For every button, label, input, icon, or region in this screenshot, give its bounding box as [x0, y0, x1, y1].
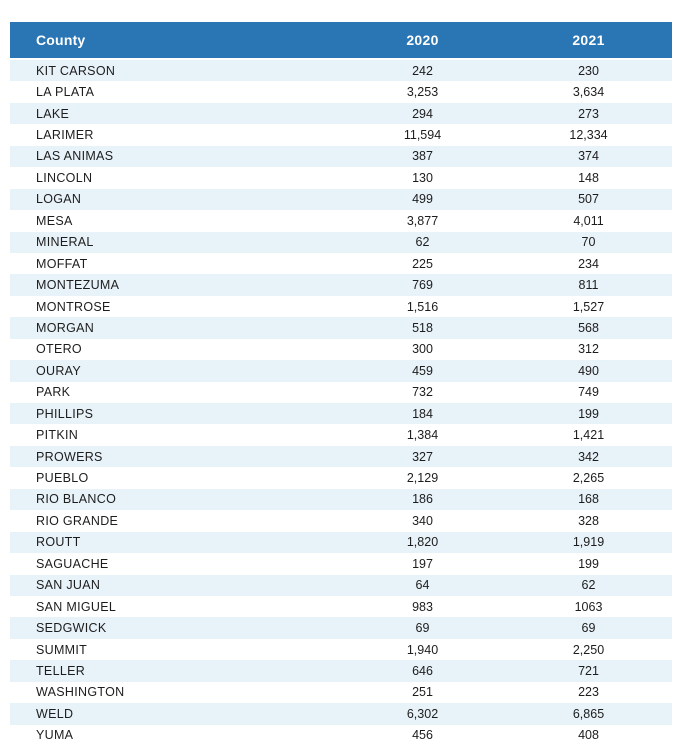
- table-row: [10, 424, 672, 445]
- value-2020-cell: 646: [412, 663, 433, 678]
- table-row: [10, 510, 672, 531]
- county-name-cell: WASHINGTON: [36, 685, 125, 700]
- county-name-cell: LAS ANIMAS: [36, 149, 114, 164]
- county-name-cell: PROWERS: [36, 449, 103, 464]
- table-row: [10, 210, 672, 231]
- value-2020-cell: 340: [412, 513, 433, 528]
- value-2020-cell: 387: [412, 149, 433, 164]
- value-2021-cell: 342: [578, 449, 599, 464]
- table-row: [10, 296, 672, 317]
- value-2020-cell: 1,384: [406, 428, 439, 443]
- value-2021-cell: 168: [578, 492, 599, 507]
- table-row: [10, 81, 672, 102]
- table-row: [10, 146, 672, 167]
- value-2021-cell: 374: [578, 149, 599, 164]
- table-row: [10, 360, 672, 381]
- value-2020-cell: 225: [412, 256, 433, 271]
- value-2021-cell: 62: [581, 578, 596, 593]
- value-2021-cell: 568: [578, 320, 599, 335]
- value-2021-cell: 230: [578, 63, 599, 78]
- value-2020-cell: 327: [412, 449, 433, 464]
- table-row: [10, 575, 672, 596]
- county-name-cell: SEDGWICK: [36, 621, 107, 636]
- value-2020-cell: 1,940: [406, 642, 439, 657]
- value-2021-cell: 312: [578, 342, 599, 357]
- county-data-table: [10, 22, 672, 746]
- county-name-cell: PARK: [36, 385, 71, 400]
- county-name-cell: LINCOLN: [36, 170, 93, 185]
- value-2021-cell: 1,421: [572, 428, 605, 443]
- value-2020-cell: 983: [412, 599, 433, 614]
- table-row: [10, 60, 672, 81]
- value-2020-cell: 300: [412, 342, 433, 357]
- value-2020-cell: 69: [415, 621, 430, 636]
- value-2020-cell: 197: [412, 556, 433, 571]
- value-2021-cell: 811: [578, 278, 599, 293]
- county-name-cell: TELLER: [36, 663, 86, 678]
- value-2020-cell: 6,302: [406, 706, 439, 721]
- table-row: [10, 103, 672, 124]
- county-name-cell: SAN MIGUEL: [36, 599, 117, 614]
- value-2020-cell: 2,129: [406, 471, 439, 486]
- value-2020-cell: 186: [412, 492, 433, 507]
- county-name-cell: OURAY: [36, 363, 82, 378]
- value-2021-cell: 199: [578, 406, 599, 421]
- county-name-cell: MOFFAT: [36, 256, 88, 271]
- value-2020-cell: 459: [412, 363, 433, 378]
- table-row: [10, 232, 672, 253]
- column-header-county: County: [36, 32, 86, 48]
- value-2020-cell: 1,820: [406, 535, 439, 550]
- county-name-cell: RIO GRANDE: [36, 513, 119, 528]
- value-2020-cell: 499: [412, 192, 433, 207]
- value-2021-cell: 69: [581, 621, 596, 636]
- table-row: [10, 639, 672, 660]
- table-row: [10, 703, 672, 724]
- value-2021-cell: 2,250: [572, 642, 605, 657]
- value-2021-cell: 234: [578, 256, 599, 271]
- county-name-cell: SUMMIT: [36, 642, 88, 657]
- table-row: [10, 124, 672, 145]
- value-2020-cell: 769: [412, 278, 433, 293]
- value-2021-cell: 6,865: [572, 706, 605, 721]
- value-2020-cell: 3,253: [406, 85, 439, 100]
- value-2021-cell: 3,634: [572, 85, 605, 100]
- value-2020-cell: 184: [412, 406, 433, 421]
- table-row: [10, 682, 672, 703]
- value-2020-cell: 130: [412, 170, 433, 185]
- value-2021-cell: 12,334: [569, 128, 608, 143]
- value-2020-cell: 251: [412, 685, 433, 700]
- county-name-cell: MONTEZUMA: [36, 278, 120, 293]
- table-row: [10, 403, 672, 424]
- county-name-cell: MONTROSE: [36, 299, 111, 314]
- value-2021-cell: 4,011: [573, 213, 604, 228]
- value-2020-cell: 294: [412, 106, 433, 121]
- value-2021-cell: 507: [578, 192, 599, 207]
- table-row: [10, 274, 672, 295]
- table-row: [10, 189, 672, 210]
- table-row: [10, 596, 672, 617]
- table-body: [10, 60, 672, 746]
- table-row: [10, 660, 672, 681]
- column-header-2020: 2020: [406, 32, 439, 48]
- county-name-cell: MORGAN: [36, 320, 95, 335]
- column-header-2021: 2021: [572, 32, 605, 48]
- county-name-cell: KIT CARSON: [36, 63, 116, 78]
- value-2020-cell: 64: [415, 578, 430, 593]
- value-2021-cell: 749: [578, 385, 599, 400]
- value-2020-cell: 3,877: [406, 213, 439, 228]
- value-2020-cell: 1,516: [406, 299, 439, 314]
- table-row: [10, 253, 672, 274]
- table-row: [10, 467, 672, 488]
- table-row: [10, 532, 672, 553]
- value-2021-cell: 1,919: [572, 535, 605, 550]
- table-row: [10, 725, 672, 746]
- table-row: [10, 382, 672, 403]
- county-name-cell: WELD: [36, 706, 74, 721]
- value-2021-cell: 1,527: [572, 299, 605, 314]
- county-name-cell: RIO BLANCO: [36, 492, 117, 507]
- value-2020-cell: 62: [415, 235, 430, 250]
- value-2021-cell: 2,265: [572, 471, 605, 486]
- county-name-cell: PUEBLO: [36, 471, 89, 486]
- county-name-cell: LA PLATA: [36, 85, 95, 100]
- county-name-cell: YUMA: [36, 728, 74, 743]
- county-name-cell: MESA: [36, 213, 73, 228]
- county-name-cell: MINERAL: [36, 235, 94, 250]
- table-row: [10, 167, 672, 188]
- value-2021-cell: 1063: [574, 599, 603, 614]
- county-name-cell: PITKIN: [36, 428, 79, 443]
- county-name-cell: LOGAN: [36, 192, 82, 207]
- value-2021-cell: 408: [578, 728, 599, 743]
- value-2021-cell: 490: [578, 363, 599, 378]
- value-2021-cell: 328: [578, 513, 599, 528]
- county-name-cell: ROUTT: [36, 535, 81, 550]
- county-name-cell: LAKE: [36, 106, 70, 121]
- value-2021-cell: 273: [578, 106, 599, 121]
- county-name-cell: SAN JUAN: [36, 578, 101, 593]
- value-2021-cell: 148: [578, 170, 599, 185]
- value-2021-cell: 223: [578, 685, 599, 700]
- value-2020-cell: 11,594: [403, 128, 442, 143]
- value-2020-cell: 242: [412, 63, 433, 78]
- county-name-cell: OTERO: [36, 342, 82, 357]
- value-2020-cell: 518: [412, 320, 433, 335]
- table-header-row: [10, 22, 672, 58]
- county-name-cell: PHILLIPS: [36, 406, 94, 421]
- value-2021-cell: 199: [578, 556, 599, 571]
- table-row: [10, 339, 672, 360]
- table-row: [10, 617, 672, 638]
- county-name-cell: SAGUACHE: [36, 556, 109, 571]
- value-2021-cell: 721: [578, 663, 599, 678]
- table-row: [10, 489, 672, 510]
- table-row: [10, 317, 672, 338]
- county-name-cell: LARIMER: [36, 128, 94, 143]
- value-2020-cell: 732: [412, 385, 433, 400]
- table-row: [10, 553, 672, 574]
- table-row: [10, 446, 672, 467]
- value-2020-cell: 456: [412, 728, 433, 743]
- value-2021-cell: 70: [581, 235, 596, 250]
